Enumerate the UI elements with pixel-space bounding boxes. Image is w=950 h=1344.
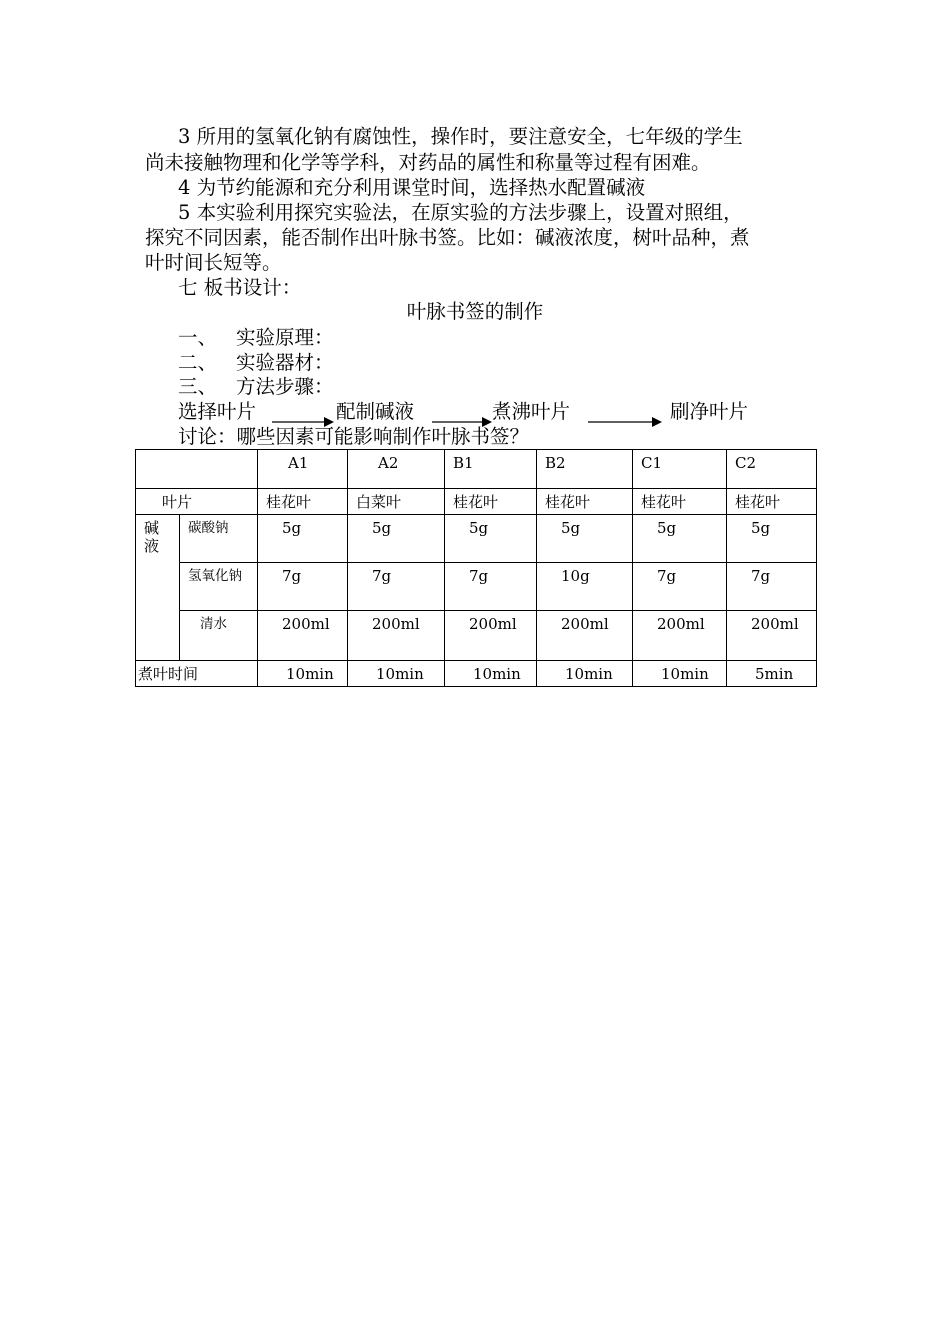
outline-text-1: 实验原理： <box>236 326 334 349</box>
table-row <box>136 611 817 661</box>
section-heading: 七 板书设计： <box>178 276 302 299</box>
table-cell: 5g <box>727 515 817 563</box>
board-title: 叶脉书签的制作 <box>406 300 544 323</box>
table-cell: 10min <box>633 661 727 687</box>
table-row <box>136 515 817 563</box>
table-cell: 10min <box>445 661 537 687</box>
table-cell: 5g <box>633 515 727 563</box>
table-cell: 10min <box>537 661 633 687</box>
table-row <box>136 661 817 687</box>
paragraph-5-line-1: 5 本实验利用探究实验法，在原实验的方法步骤上，设置对照组， <box>178 201 743 224</box>
flow-step-4: 刷净叶片 <box>670 400 749 423</box>
table-cell: 5g <box>537 515 633 563</box>
table-cell: 200ml <box>727 611 817 661</box>
time-label: 煮叶时间 <box>136 661 258 687</box>
column-header: C1 <box>633 450 727 489</box>
table-cell: 5g <box>258 515 348 563</box>
alkali-group-char-2: 液 <box>144 537 160 555</box>
table-cell: 桂花叶 <box>258 489 348 515</box>
table-cell: 5min <box>727 661 817 687</box>
table-cell: 200ml <box>633 611 727 661</box>
leaf-label: 叶片 <box>136 489 258 515</box>
alkali-group-char-1: 碱 <box>144 519 160 537</box>
table-cell: 10g <box>537 563 633 611</box>
column-header: B2 <box>537 450 633 489</box>
table-cell: 200ml <box>537 611 633 661</box>
table-row <box>136 563 817 611</box>
table-cell: 桂花叶 <box>727 489 817 515</box>
table-cell: 200ml <box>348 611 445 661</box>
table-cell: 7g <box>445 563 537 611</box>
alkali-group-label <box>136 515 180 661</box>
column-header: B1 <box>445 450 537 489</box>
column-header: C2 <box>727 450 817 489</box>
table-cell: 7g <box>348 563 445 611</box>
table-cell: 5g <box>348 515 445 563</box>
table-corner-cell <box>136 450 258 489</box>
table-cell: 10min <box>348 661 445 687</box>
table-cell: 桂花叶 <box>445 489 537 515</box>
outline-number-2: 二、 <box>178 351 218 374</box>
flow-step-2: 配制碱液 <box>336 400 415 423</box>
table-cell: 200ml <box>445 611 537 661</box>
paragraph-3-line-2: 尚未接触物理和化学等学科，对药品的属性和称量等过程有困难。 <box>145 151 711 174</box>
discussion-question: 讨论：哪些因素可能影响制作叶脉书签？ <box>178 425 530 448</box>
table-cell: 桂花叶 <box>633 489 727 515</box>
table-cell: 200ml <box>258 611 348 661</box>
flow-step-1: 选择叶片 <box>178 400 257 423</box>
outline-number-1: 一、 <box>178 326 218 349</box>
table-cell: 白菜叶 <box>348 489 445 515</box>
table-cell: 5g <box>445 515 537 563</box>
paragraph-5-line-3: 叶时间长短等。 <box>145 251 282 274</box>
outline-text-2: 实验器材： <box>236 351 334 374</box>
outline-number-3: 三、 <box>178 375 218 398</box>
arrow-right-icon <box>588 415 662 429</box>
table-row <box>136 489 817 515</box>
row-label: 氢氧化钠 <box>180 563 258 611</box>
table-cell: 7g <box>633 563 727 611</box>
paragraph-5-line-2: 探究不同因素，能否制作出叶脉书签。比如：碱液浓度，树叶品种，煮 <box>145 226 750 249</box>
flow-step-3: 煮沸叶片 <box>492 400 571 423</box>
table-cell: 10min <box>258 661 348 687</box>
table-cell: 7g <box>727 563 817 611</box>
experiment-table <box>135 449 817 687</box>
table-cell: 7g <box>258 563 348 611</box>
row-label: 清水 <box>180 611 258 661</box>
row-label: 碳酸钠 <box>180 515 258 563</box>
column-header: A1 <box>258 450 348 489</box>
table-header-row <box>136 450 817 489</box>
outline-text-3: 方法步骤： <box>236 375 334 398</box>
column-header: A2 <box>348 450 445 489</box>
paragraph-3-line-1: 3 所用的氢氧化钠有腐蚀性，操作时，要注意安全，七年级的学生 <box>178 125 743 148</box>
table-cell: 桂花叶 <box>537 489 633 515</box>
paragraph-4-line-1: 4 为节约能源和充分利用课堂时间，选择热水配置碱液 <box>178 176 646 199</box>
